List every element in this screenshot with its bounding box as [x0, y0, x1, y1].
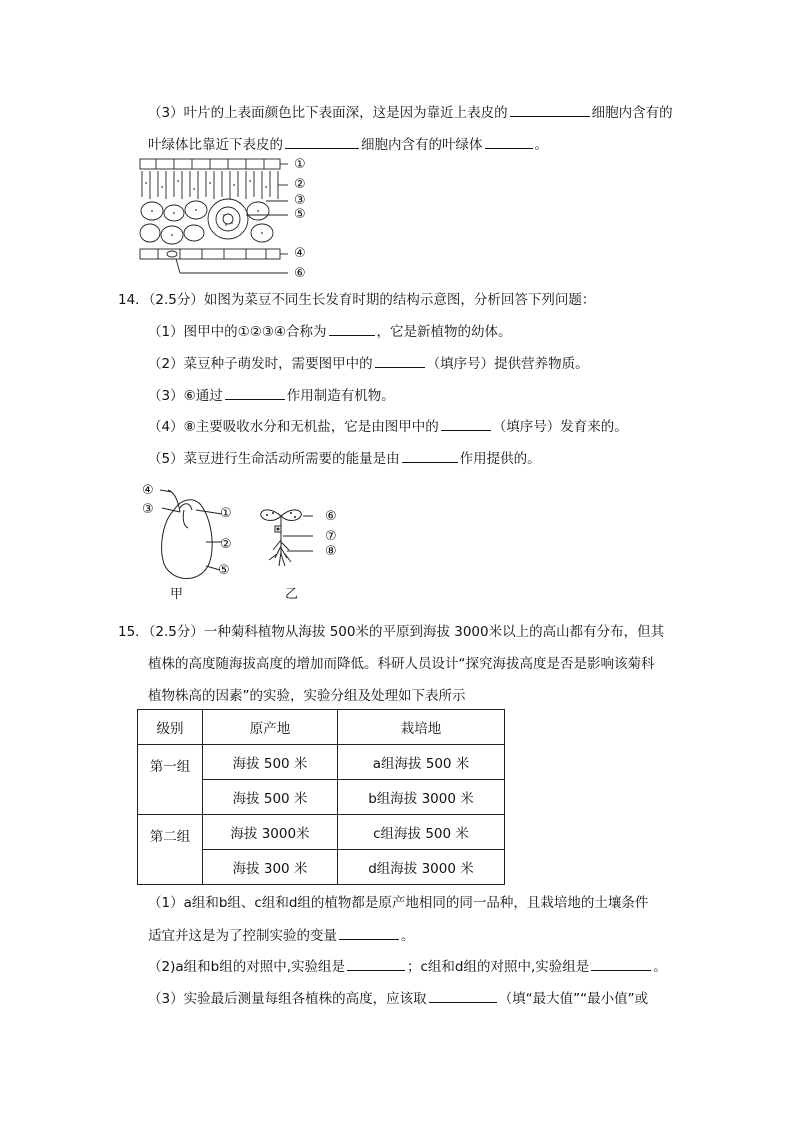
fig-label-2: ② [294, 177, 306, 192]
experiment-table [137, 709, 505, 885]
leaf-cross-section-figure [136, 155, 296, 285]
fig-label-5: ⑤ [294, 207, 306, 222]
seed-label-2: ② [220, 537, 232, 552]
table-row [138, 745, 505, 780]
table-cell: 海拔 300 米 [203, 850, 338, 885]
table-group-cell: 第二组 [138, 815, 203, 885]
q15-sub1-line1: （1）a组和b组、c组和d组的植物都是原产地相同的同一品种，且栽培地的土壤条件 [148, 895, 649, 911]
q13-sub3-text-a: （3）叶片的上表面颜色比下表面深，这是因为靠近上表皮的 [148, 105, 508, 121]
answer-blank[interactable] [402, 448, 458, 463]
q14-sub4-text-a: （4）⑧主要吸收水分和无机盐，它是由图甲中的 [148, 419, 439, 435]
answer-blank[interactable] [329, 321, 375, 336]
q15-stem-line3: 植物株高的因素”的实验，实验分组及处理如下表所示 [148, 688, 466, 704]
table-cell: a组海拔 500 米 [338, 745, 505, 780]
answer-blank[interactable] [591, 956, 651, 971]
answer-blank[interactable] [225, 385, 285, 400]
table-cell: c组海拔 500 米 [338, 815, 505, 850]
q13-sub3-line2 [148, 134, 548, 155]
answer-blank[interactable] [510, 102, 590, 117]
answer-blank[interactable] [285, 134, 359, 149]
table-cell: 海拔 500 米 [203, 780, 338, 815]
seedling-label-8: ⑧ [325, 544, 337, 559]
q14-sub5 [148, 448, 541, 469]
answer-blank[interactable] [485, 134, 533, 149]
q14-sub3-text-b: 作用制造有机物。 [286, 388, 395, 404]
q15-sub2-text-b: ；c组和d组的对照中,实验组是 [407, 959, 590, 975]
q15-sub3-text-a: （3）实验最后测量每组各植株的高度，应该取 [148, 991, 427, 1007]
q14-sub2 [148, 353, 589, 374]
q15-sub2 [148, 956, 667, 977]
q14-stem: 14．（2.5分）如图为菜豆不同生长发育时期的结构示意图，分析回答下列问题： [118, 292, 596, 308]
q15-sub2-text-c: 。 [653, 959, 667, 975]
seedling-label-7: ⑦ [325, 529, 337, 544]
answer-blank[interactable] [441, 416, 491, 431]
table-header-cell: 原产地 [203, 710, 338, 745]
q15-sub2-text-a: （2)a组和b组的对照中,实验组是 [148, 959, 345, 975]
q14-sub2-text-a: （2）菜豆种子萌发时，需要图甲中的 [148, 356, 373, 372]
q13-sub3-text-b: 细胞内含有的 [591, 105, 673, 121]
fig-label-6: ⑥ [294, 266, 306, 281]
seedling-label-6: ⑥ [325, 509, 337, 524]
q15-sub3-text-b: （填“最大值”“最小值”或 [498, 991, 649, 1007]
q14-sub1-text-a: （1）图甲中的①②③④合称为 [148, 324, 327, 340]
q13-sub3-line1 [148, 102, 673, 123]
caption-yi: 乙 [285, 587, 299, 602]
table-group-cell: 第一组 [138, 745, 203, 815]
table-header-cell: 栽培地 [338, 710, 505, 745]
q14-sub3-text-a: （3）⑥通过 [148, 388, 223, 404]
seedling-figure [255, 496, 335, 580]
q14-sub5-text-a: （5）菜豆进行生命活动所需要的能量是由 [148, 451, 400, 467]
table-cell: d组海拔 3000 米 [338, 850, 505, 885]
q14-sub3 [148, 385, 395, 406]
q14-sub4-text-b: （填序号）发育来的。 [492, 419, 628, 435]
q15-stem-line1: 15．（2.5分）一种菊科植物从海拔 500米的平原到海拔 3000米以上的高山都有分布，但其 [118, 624, 665, 640]
q15-sub3 [148, 988, 648, 1009]
seed-label-4: ④ [142, 483, 154, 498]
answer-blank[interactable] [347, 956, 405, 971]
table-row [138, 815, 505, 850]
fig-label-1: ① [294, 157, 306, 172]
q15-sub1-line2 [148, 925, 415, 946]
table-header-row [138, 710, 505, 745]
q14-sub4 [148, 416, 628, 437]
q15-sub1-text-b: 。 [401, 928, 415, 944]
answer-blank[interactable] [429, 988, 497, 1003]
caption-jia: 甲 [170, 587, 184, 602]
answer-blank[interactable] [339, 925, 399, 940]
table-header-cell: 级别 [138, 710, 203, 745]
seed-label-1: ① [220, 506, 232, 521]
q13-sub3-text-c: 叶绿体比靠近下表皮的 [148, 137, 283, 153]
answer-blank[interactable] [375, 353, 425, 368]
seed-label-3: ③ [142, 502, 154, 517]
q15-sub1-text-a: 适宜并这是为了控制实验的变量 [148, 928, 337, 944]
table-cell: 海拔 500 米 [203, 745, 338, 780]
fig-label-4: ④ [294, 246, 306, 261]
q14-sub2-text-b: （填序号）提供营养物质。 [426, 356, 589, 372]
table-cell: 海拔 3000米 [203, 815, 338, 850]
q13-sub3-text-d: 细胞内含有的叶绿体 [361, 137, 483, 153]
q14-sub1-text-b: ，它是新植物的幼体。 [376, 324, 512, 340]
q14-sub5-text-b: 作用提供的。 [459, 451, 541, 467]
q13-sub3-text-e: 。 [534, 137, 548, 153]
q14-sub1 [148, 321, 512, 342]
bean-seed-figure [140, 480, 250, 590]
q15-stem-line2: 植株的高度随海拔高度的增加而降低。科研人员设计“探究海拔高度是否是影响该菊科 [148, 656, 655, 672]
table-cell: b组海拔 3000 米 [338, 780, 505, 815]
fig-label-3: ③ [294, 193, 306, 208]
seed-label-5: ⑤ [218, 563, 230, 578]
